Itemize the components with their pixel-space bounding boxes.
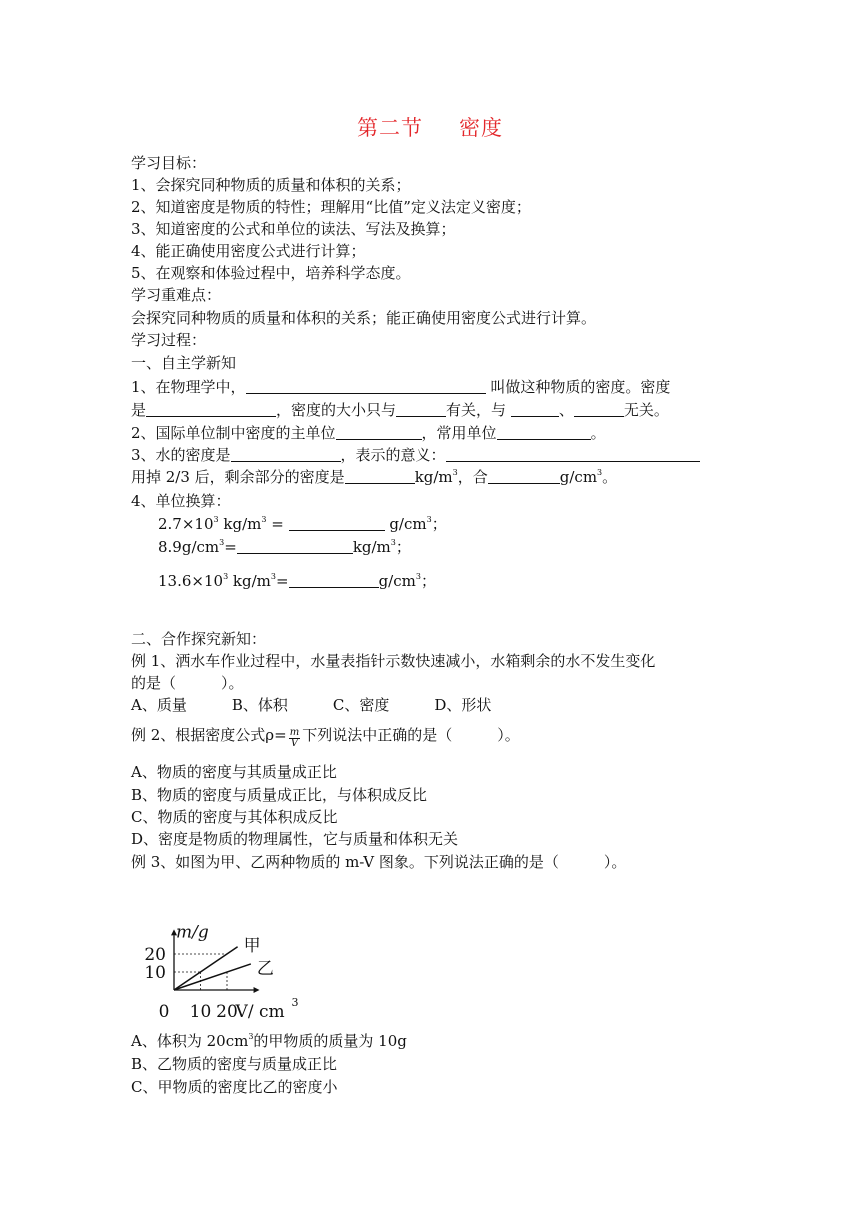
x-axis-label-superscript: 3 bbox=[291, 996, 299, 1009]
x-axis-label: V/ cm bbox=[235, 1002, 285, 1020]
unit-text: kg/m bbox=[414, 468, 453, 486]
process-heading: 学习过程： bbox=[131, 331, 207, 349]
example-1-line2: 的是（ ）。 bbox=[131, 674, 244, 692]
conv-text: = bbox=[276, 572, 289, 590]
answer-blank[interactable] bbox=[231, 445, 341, 462]
example-1-options: A、质量 B、体积 C、密度 D、形状 bbox=[131, 696, 492, 714]
answer-blank[interactable] bbox=[574, 400, 624, 417]
q1-text: 、 bbox=[558, 401, 574, 419]
section1-heading: 一、自主学新知 bbox=[131, 354, 237, 372]
unit-text: kg/m bbox=[352, 538, 391, 556]
x-tick-label: 20 bbox=[216, 1002, 238, 1020]
x-axis-arrow bbox=[254, 987, 260, 993]
title-part2: 密度 bbox=[459, 116, 503, 140]
fraction-denominator: V bbox=[290, 738, 299, 749]
q2-text: ，常用单位 bbox=[421, 424, 497, 442]
unit-text: g/cm bbox=[559, 468, 598, 486]
question-1-line1 bbox=[131, 376, 670, 398]
q1-text: 有关，与 bbox=[446, 401, 511, 419]
series-line-1 bbox=[174, 947, 238, 990]
superscript: 3 bbox=[270, 572, 276, 581]
origin-label: 0 bbox=[158, 1002, 170, 1020]
conv-text: ； bbox=[431, 515, 447, 533]
superscript: 3 bbox=[415, 572, 421, 581]
q1-text: ，密度的大小只与 bbox=[276, 401, 397, 419]
superscript: 3 bbox=[213, 515, 219, 524]
conv-text: 2.7×10 bbox=[158, 515, 214, 533]
page-title bbox=[0, 112, 860, 142]
ex2-text: 下列说法中正确的是（ ）。 bbox=[302, 726, 520, 744]
superscript: 3 bbox=[261, 515, 267, 524]
objective-item: 3、知道密度的公式和单位的读法、写法及换算； bbox=[131, 220, 456, 238]
y-tick-label: 20 bbox=[144, 945, 166, 965]
conversion-2 bbox=[158, 536, 411, 558]
example-2-option: D、密度是物质的物理属性，它与质量和体积无关 bbox=[131, 830, 459, 848]
question-2 bbox=[131, 422, 606, 444]
answer-blank[interactable] bbox=[289, 514, 385, 531]
unit-text: kg/m bbox=[228, 572, 271, 590]
superscript: 3 bbox=[426, 515, 432, 524]
option-text: A、体积为 20cm bbox=[131, 1032, 249, 1050]
q3-text: 3、水的密度是 bbox=[131, 446, 231, 464]
question-3-line1 bbox=[131, 444, 700, 466]
section2-heading: 二、合作探究新知： bbox=[131, 630, 267, 648]
example-2-option: A、物质的密度与其质量成正比 bbox=[131, 763, 337, 781]
objective-item: 1、会探究同种物质的质量和体积的关系； bbox=[131, 176, 411, 194]
question-4: 4、单位换算： bbox=[131, 492, 231, 510]
superscript: 3 bbox=[219, 538, 225, 547]
answer-blank[interactable] bbox=[488, 467, 560, 484]
q3-text: ，表示的意义： bbox=[340, 446, 446, 464]
ex2-text: 例 2、根据密度公式ρ= bbox=[131, 726, 287, 744]
superscript: 3 bbox=[248, 1032, 254, 1041]
conversion-3 bbox=[158, 570, 436, 592]
key-points-text: 会探究同种物质的质量和体积的关系；能正确使用密度公式进行计算。 bbox=[131, 309, 597, 327]
answer-blank[interactable] bbox=[511, 400, 559, 417]
answer-blank[interactable] bbox=[396, 400, 446, 417]
key-points-heading: 学习重难点： bbox=[131, 286, 222, 304]
answer-blank[interactable] bbox=[289, 571, 379, 588]
superscript: 3 bbox=[597, 468, 603, 477]
objective-item: 2、知道密度是物质的特性；理解用“比值”定义法定义密度； bbox=[131, 198, 531, 216]
title-part1: 第二节 bbox=[357, 116, 423, 140]
objective-item: 5、在观察和体验过程中，培养科学态度。 bbox=[131, 264, 411, 282]
objectives-heading: 学习目标： bbox=[131, 154, 207, 172]
conv-text: ； bbox=[420, 572, 436, 590]
m-v-graph bbox=[138, 890, 408, 1020]
example-2-option: B、物质的密度与质量成正比，与体积成反比 bbox=[131, 786, 428, 804]
superscript: 3 bbox=[223, 572, 229, 581]
unit-text: g/cm bbox=[378, 572, 416, 590]
q1-text: 叫做这种物质的密度。密度 bbox=[485, 378, 671, 396]
fraction-numerator: m bbox=[289, 727, 300, 738]
answer-blank[interactable] bbox=[336, 423, 422, 440]
option-text: 的甲物质的质量为 10g bbox=[253, 1032, 407, 1050]
y-tick-label: 10 bbox=[144, 963, 166, 983]
example-2-question bbox=[131, 724, 520, 749]
superscript: 3 bbox=[452, 468, 458, 477]
y-axis-label: m/g bbox=[176, 922, 209, 943]
objective-item: 4、能正确使用密度公式进行计算； bbox=[131, 242, 366, 260]
series-label: 乙 bbox=[256, 958, 274, 979]
q1-text: 1、在物理学中， bbox=[131, 378, 246, 396]
unit-text: g/cm bbox=[384, 515, 427, 533]
example-3-option-a bbox=[131, 1030, 407, 1052]
question-3-line2 bbox=[131, 466, 617, 488]
example-3-option-c: C、甲物质的密度比乙的密度小 bbox=[131, 1078, 338, 1096]
q3-text: 用掉 2/3 后，剩余部分的密度是 bbox=[131, 468, 345, 486]
answer-blank[interactable] bbox=[237, 537, 353, 554]
density-fraction bbox=[289, 728, 300, 749]
conversion-1 bbox=[158, 513, 447, 535]
example-1-line1: 例 1、洒水车作业过程中，水量表指针示数快速减小，水箱剩余的水不发生变化 bbox=[131, 652, 656, 670]
q2-text: 2、国际单位制中密度的主单位 bbox=[131, 424, 336, 442]
conv-text: 13.6×10 bbox=[158, 572, 224, 590]
example-2-option: C、物质的密度与其体积成反比 bbox=[131, 808, 338, 826]
answer-blank[interactable] bbox=[246, 377, 486, 394]
answer-blank[interactable] bbox=[446, 445, 700, 462]
example-3-question: 例 3、如图为甲、乙两种物质的 m-V 图象。下列说法正确的是（ ）。 bbox=[131, 853, 627, 871]
series-line-2 bbox=[174, 964, 251, 990]
question-1-line2 bbox=[131, 399, 669, 421]
answer-blank[interactable] bbox=[497, 423, 591, 440]
superscript: 3 bbox=[390, 538, 396, 547]
x-tick-label: 10 bbox=[189, 1002, 212, 1020]
q1-text: 无关。 bbox=[623, 401, 669, 419]
answer-blank[interactable] bbox=[146, 400, 276, 417]
q2-text: 。 bbox=[590, 424, 606, 442]
series-label: 甲 bbox=[243, 935, 261, 956]
answer-blank[interactable] bbox=[345, 467, 415, 484]
conv-text: = bbox=[224, 538, 237, 556]
conv-text: ； bbox=[395, 538, 411, 556]
example-3-option-b: B、乙物质的密度与质量成正比 bbox=[131, 1055, 338, 1073]
unit-text: kg/m bbox=[218, 515, 262, 533]
q3-text: ，合 bbox=[457, 468, 488, 486]
q3-text: 。 bbox=[602, 468, 618, 486]
conv-text: = bbox=[266, 515, 289, 533]
unit-text: 8.9g/cm bbox=[158, 538, 220, 556]
q1-text: 是 bbox=[131, 401, 147, 419]
